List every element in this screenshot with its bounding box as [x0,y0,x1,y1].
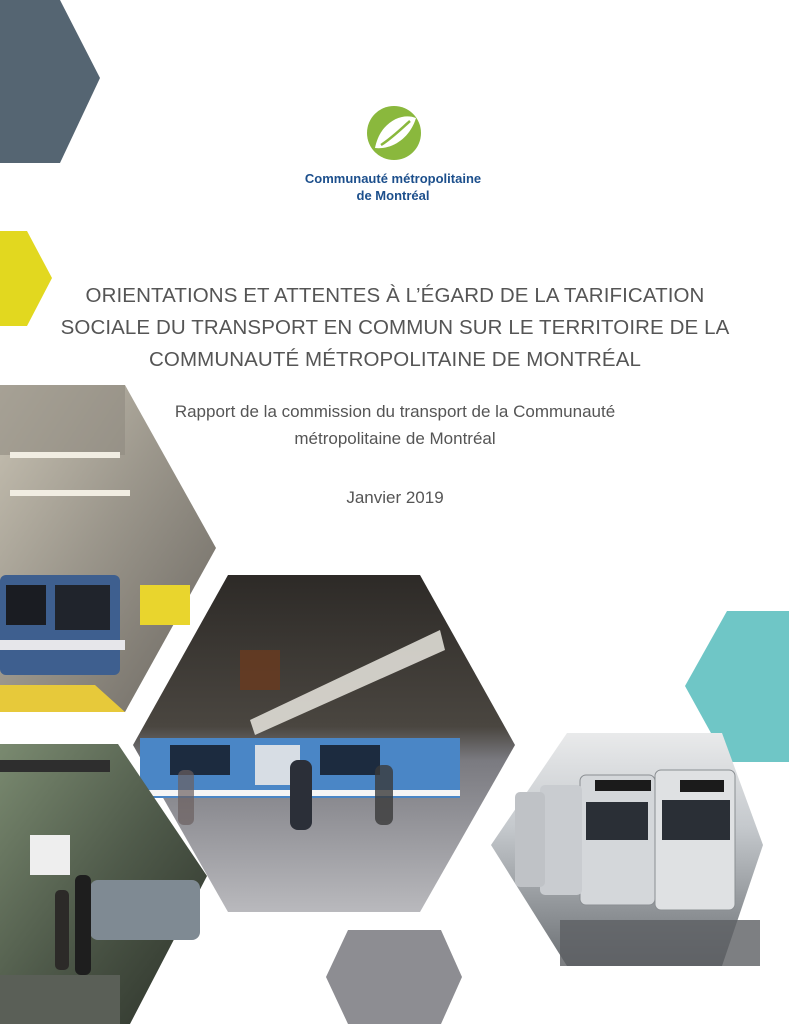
logo [288,106,498,204]
hexagon-gray [326,930,462,1024]
hexagon-slate [0,0,100,163]
logo-org-name: Communauté métropolitaine de Montréal [304,171,482,203]
hexagon-yellow [0,231,52,326]
buses-depot-photo [491,733,763,966]
report-subtitle: Rapport de la commission du transport de la Communauté métropolitaine de Montréal [174,402,616,448]
report-title: ORIENTATIONS ET ATTENTES À L’ÉGARD DE LA TARIFICATION SOCIALE DU TRANSPORT EN COMMUN SUR LE TERRITOIRE DE LA COMMUNAUTÉ MÉTROPOLITAINE DE MONTRÉAL [60,284,730,371]
logo-icon-space [288,106,498,162]
report-date: Janvier 2019 [346,488,444,507]
